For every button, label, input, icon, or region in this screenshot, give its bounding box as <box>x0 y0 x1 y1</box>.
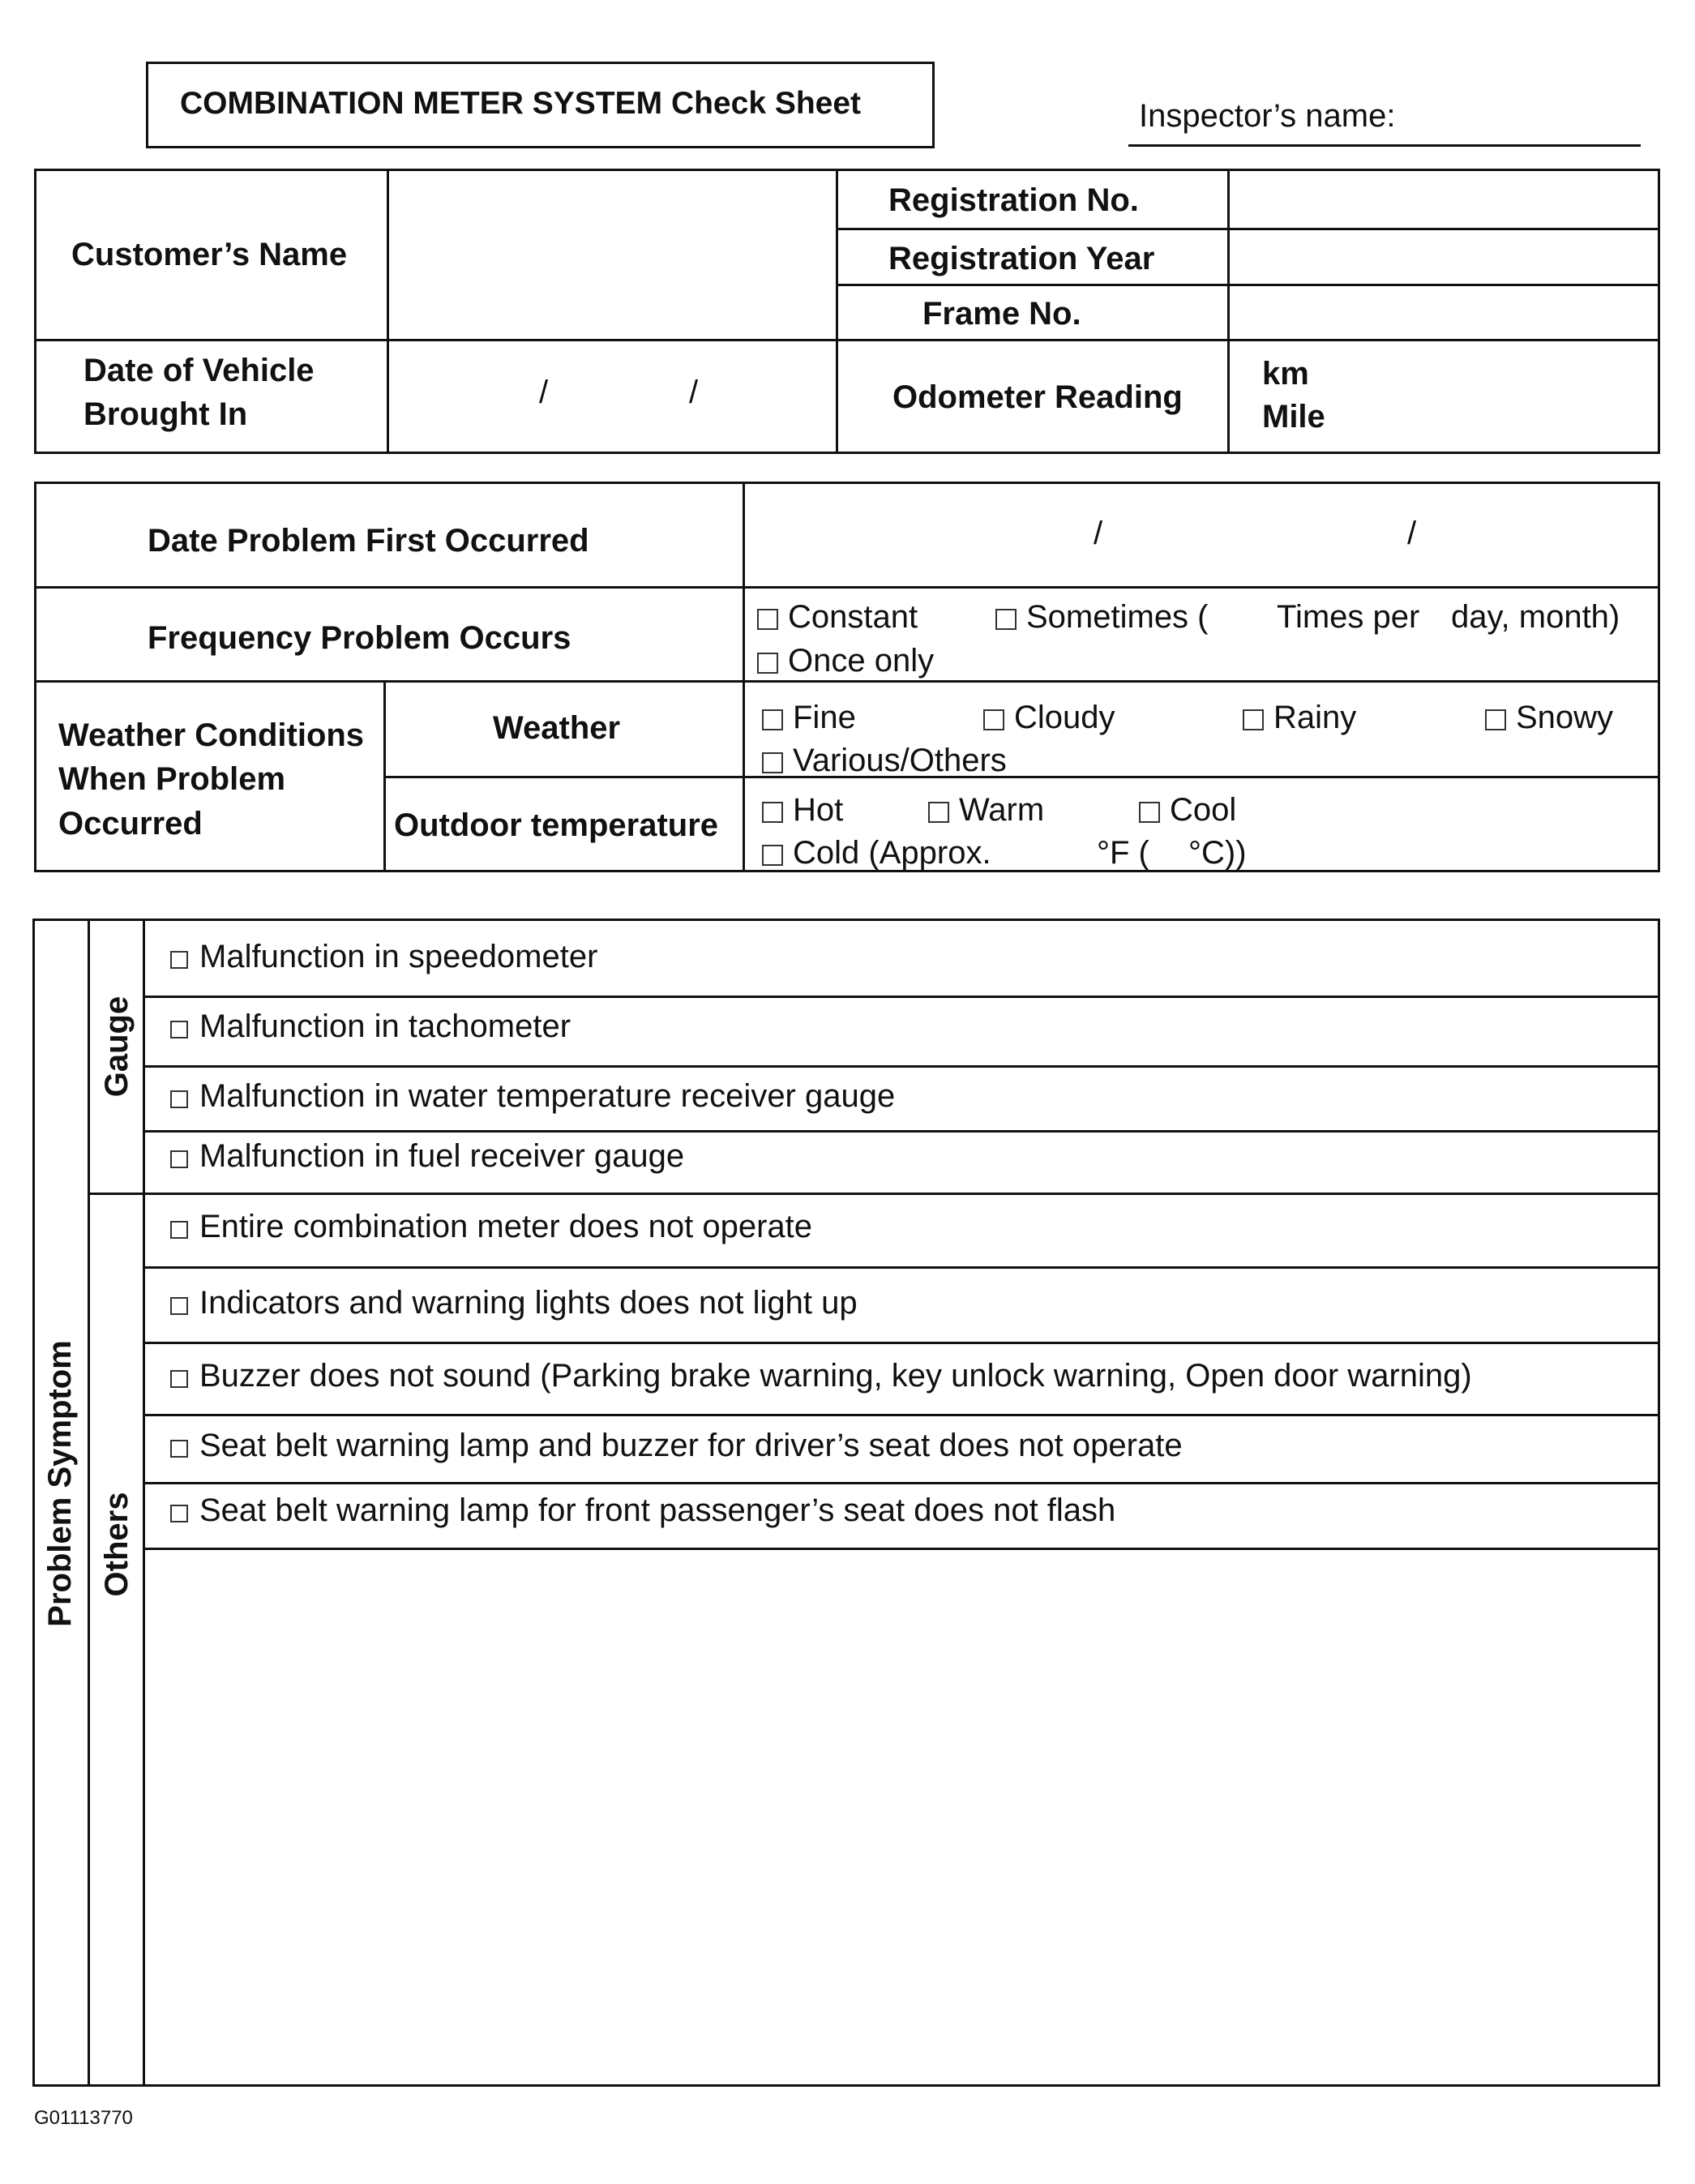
checkbox-icon[interactable] <box>170 1150 188 1168</box>
checkbox-icon[interactable] <box>1139 802 1160 823</box>
date-brought-in-label-1: Date of Vehicle <box>83 353 315 388</box>
gauge-item-tachometer[interactable]: Malfunction in tachometer <box>170 1006 571 1047</box>
other-item-entire-meter[interactable]: Entire combination meter does not operate <box>170 1206 812 1247</box>
registration-year-label: Registration Year <box>888 241 1155 276</box>
checkbox-icon[interactable] <box>170 1505 188 1522</box>
checkbox-icon[interactable] <box>983 709 1004 730</box>
other-item-passenger-seatbelt[interactable]: Seat belt warning lamp for front passenger’s seat does not flash <box>170 1490 1115 1531</box>
date-first-slash-2: / <box>1407 516 1417 551</box>
figure-code: G01113770 <box>34 2107 133 2129</box>
date-brought-in-label-2: Brought In <box>83 396 248 432</box>
gauge-label: Gauge <box>99 996 135 1098</box>
unit-km: km <box>1262 356 1309 392</box>
checkbox-icon[interactable] <box>170 1090 188 1108</box>
checkbox-icon[interactable] <box>762 845 783 866</box>
checkbox-icon[interactable] <box>170 1440 188 1458</box>
temp-hot-option[interactable]: Hot <box>762 790 843 830</box>
customer-name-label: Customer’s Name <box>71 237 348 272</box>
checkbox-icon[interactable] <box>1243 709 1264 730</box>
checkbox-icon[interactable] <box>995 609 1017 630</box>
problem-symptom-label: Problem Symptom <box>42 1340 78 1627</box>
other-item-indicators[interactable]: Indicators and warning lights does not light up <box>170 1283 858 1323</box>
weather-conditions-label-3: Occurred <box>58 806 203 841</box>
freq-day-month: day, month) <box>1451 599 1620 635</box>
gauge-item-speedometer[interactable]: Malfunction in speedometer <box>170 936 597 977</box>
inspector-name-field[interactable] <box>1128 144 1641 147</box>
frequency-label: Frequency Problem Occurs <box>148 620 571 656</box>
gauge-item-fuel[interactable]: Malfunction in fuel receiver gauge <box>170 1136 684 1176</box>
date-brought-in-field[interactable] <box>390 342 834 451</box>
weather-fine-option[interactable]: Fine <box>762 697 856 738</box>
checkbox-icon[interactable] <box>928 802 949 823</box>
temp-warm-option[interactable]: Warm <box>928 790 1044 830</box>
checkbox-icon[interactable] <box>170 1221 188 1239</box>
registration-no-label: Registration No. <box>888 182 1139 218</box>
weather-label: Weather <box>493 710 621 746</box>
sheet-title: COMBINATION METER SYSTEM Check Sheet <box>180 86 862 121</box>
gauge-item-water-temp[interactable]: Malfunction in water temperature receiver gauge <box>170 1076 895 1116</box>
checkbox-icon[interactable] <box>1485 709 1506 730</box>
checkbox-icon[interactable] <box>762 709 783 730</box>
registration-year-field[interactable] <box>1231 231 1657 283</box>
date-first-slash-1: / <box>1094 516 1103 551</box>
checkbox-icon[interactable] <box>170 1021 188 1038</box>
other-item-driver-seatbelt[interactable]: Seat belt warning lamp and buzzer for driver’s seat does not operate <box>170 1425 1183 1466</box>
temp-c-unit: °C)) <box>1188 835 1247 871</box>
outdoor-temp-label: Outdoor temperature <box>394 807 719 843</box>
checkbox-icon[interactable] <box>762 752 783 773</box>
date-first-occurred-label: Date Problem First Occurred <box>148 523 589 559</box>
weather-snowy-option[interactable]: Snowy <box>1485 697 1613 738</box>
checkbox-icon[interactable] <box>757 653 778 674</box>
symptom-notes-area[interactable] <box>146 1551 1657 2083</box>
temp-cold-option[interactable]: Cold (Approx. <box>762 833 991 873</box>
date-first-occurred-field[interactable] <box>746 485 1657 585</box>
odometer-field[interactable] <box>1231 342 1657 451</box>
inspector-name-label: Inspector’s name: <box>1139 98 1396 134</box>
weather-rainy-option[interactable]: Rainy <box>1243 697 1356 738</box>
checkbox-icon[interactable] <box>170 1297 188 1315</box>
freq-times-per: Times per <box>1277 599 1420 635</box>
frame-no-label: Frame No. <box>922 296 1081 332</box>
date-brought-in-slash-1: / <box>539 375 549 410</box>
weather-cloudy-option[interactable]: Cloudy <box>983 697 1115 738</box>
weather-conditions-label-1: Weather Conditions <box>58 717 365 753</box>
checkbox-icon[interactable] <box>757 609 778 630</box>
odometer-label: Odometer Reading <box>892 379 1183 415</box>
others-label: Others <box>99 1492 135 1597</box>
temp-cool-option[interactable]: Cool <box>1139 790 1236 830</box>
freq-once-option[interactable]: Once only <box>757 640 934 681</box>
frame-no-field[interactable] <box>1231 287 1657 337</box>
customer-name-field[interactable] <box>390 172 834 337</box>
checkbox-icon[interactable] <box>170 951 188 969</box>
checkbox-icon[interactable] <box>170 1370 188 1388</box>
unit-mile: Mile <box>1262 399 1325 435</box>
freq-constant-option[interactable]: Constant <box>757 597 918 637</box>
weather-various-option[interactable]: Various/Others <box>762 740 1007 781</box>
registration-no-field[interactable] <box>1231 172 1657 227</box>
freq-sometimes-option[interactable]: Sometimes ( <box>995 597 1209 637</box>
other-item-buzzer[interactable]: Buzzer does not sound (Parking brake warning, key unlock warning, Open door warning) <box>170 1355 1472 1396</box>
checkbox-icon[interactable] <box>762 802 783 823</box>
weather-conditions-label-2: When Problem <box>58 761 286 797</box>
temp-f-unit: °F ( <box>1097 835 1149 871</box>
date-brought-in-slash-2: / <box>689 375 699 410</box>
